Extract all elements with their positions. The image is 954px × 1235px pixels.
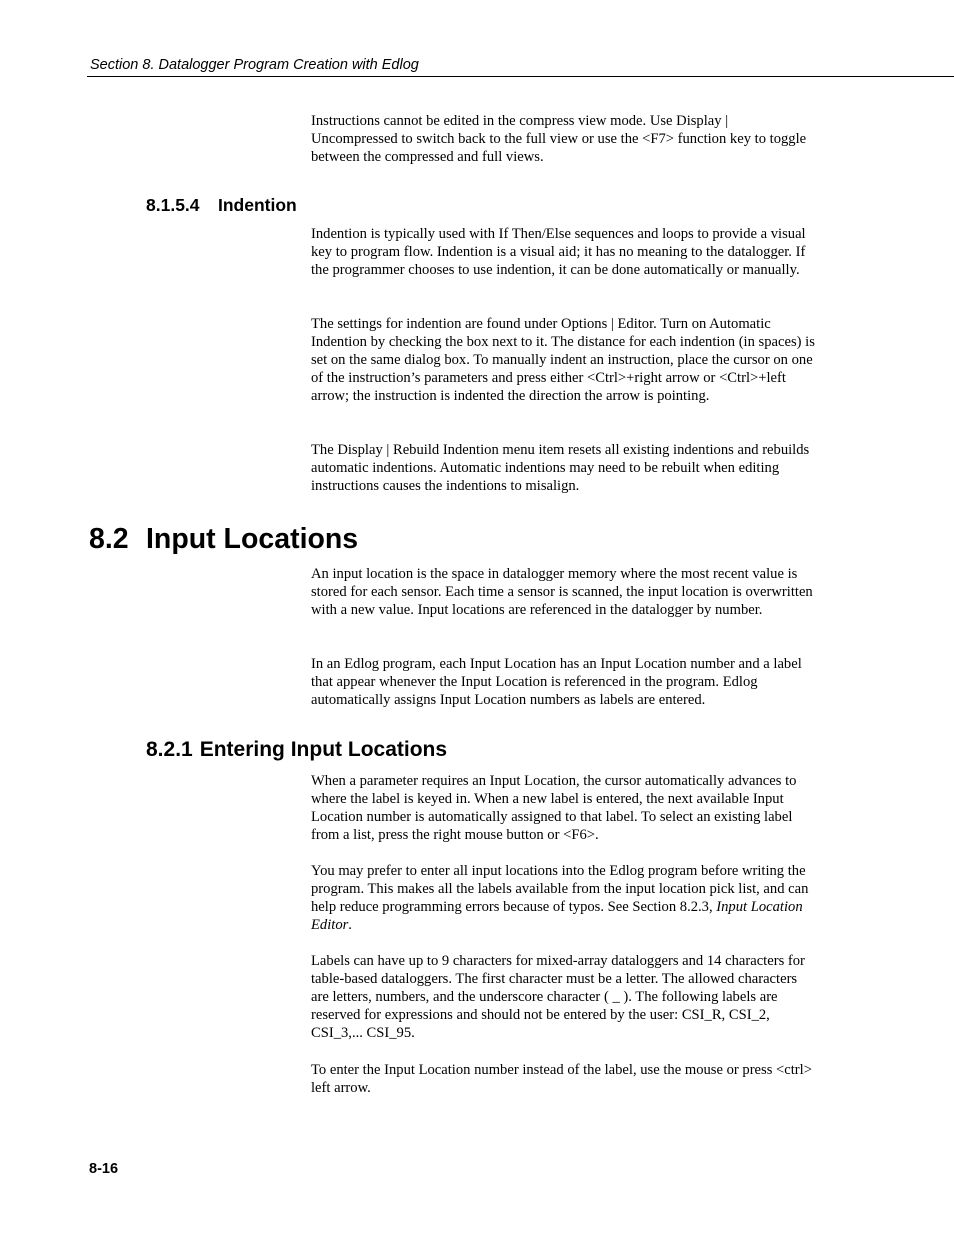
header-rule [87, 76, 954, 77]
heading-8-2-1 [146, 737, 447, 763]
section-number: 8.2.1 [146, 738, 193, 761]
intro-paragraph: Instructions cannot be edited in the compress view mode. Use Display | Uncompressed to switch back to the full view or use the <F7> function key to toggle between the compressed and full views. [311, 113, 807, 165]
entering-paragraph-1: When a parameter requires an Input Location, the cursor automatically advances to where the label is keyed in. When a new label is entered, the next available Input Location number is automatically assigned to that label. To select an existing label from a list, press the right mouse button or <F6>. [311, 773, 797, 843]
cross-reference: Input Location Editor [311, 899, 803, 933]
heading-8-1-5-4 [146, 194, 297, 216]
paragraph-text: You may prefer to enter all input locations into the Edlog program before writing the program. This makes all the labels available from the input location pick list, and can help reduce programming errors because of typos. See Section 8.2.3, [311, 863, 809, 915]
input-locations-paragraph-1: An input location is the space in datalogger memory where the most recent value is stored for each sensor. Each time a sensor is scanned, the input location is overwritten with a new value. Input locations are referenced in the datalogger by number. [311, 566, 813, 618]
entering-paragraph-4: To enter the Input Location number instead of the label, use the mouse or press <ctrl> left arrow. [311, 1062, 812, 1096]
heading-8-2 [89, 522, 358, 556]
indention-paragraph-1: Indention is typically used with If Then/Else sequences and loops to provide a visual key to program flow. Indention is a visual aid; it has no meaning to the datalogger. If the programmer chooses to use indention, it can be done automatically or manually. [311, 226, 806, 278]
section-number: 8.1.5.4 [146, 195, 200, 215]
section-title: Entering Input Locations [199, 738, 448, 761]
section-title: Indention [218, 195, 297, 215]
section-title: Input Locations [146, 523, 359, 555]
page-number: 8-16 [89, 1161, 119, 1177]
indention-paragraph-3: The Display | Rebuild Indention menu item resets all existing indentions and rebuilds automatic indentions. Automatic indentions may need to be rebuilt when editing instructions causes the indentions to misalign. [311, 442, 810, 494]
paragraph-end: . [348, 917, 352, 933]
running-header: Section 8. Datalogger Program Creation with Edlog [90, 57, 419, 73]
section-number: 8.2 [89, 523, 129, 555]
indention-paragraph-2: The settings for indention are found under Options | Editor. Turn on Automatic Indention by checking the box next to it. The distance for each indention (in spaces) is set on the same dialog box. To manually indent an instruction, place the cursor on one of the instruction’s parameters and press either <Ctrl>+right arrow or <Ctrl>+left arrow; the instruction is indented the direction the arrow is pointing. [311, 316, 815, 404]
entering-paragraph-2 [311, 862, 816, 934]
entering-paragraph-3: Labels can have up to 9 characters for mixed-array dataloggers and 14 characters for table-based dataloggers. The first character must be a letter. The allowed characters are letters, numbers, and the underscore character ( _ ). The following labels are reserved for expressions and should not be entered by the user: CSI_R, CSI_2, CSI_3,... CSI_95. [311, 953, 805, 1041]
input-locations-paragraph-2: In an Edlog program, each Input Location has an Input Location number and a label that appear whenever the Input Location is referenced in the program. Edlog automatically assigns Input Location numbers as labels are entered. [311, 656, 802, 708]
